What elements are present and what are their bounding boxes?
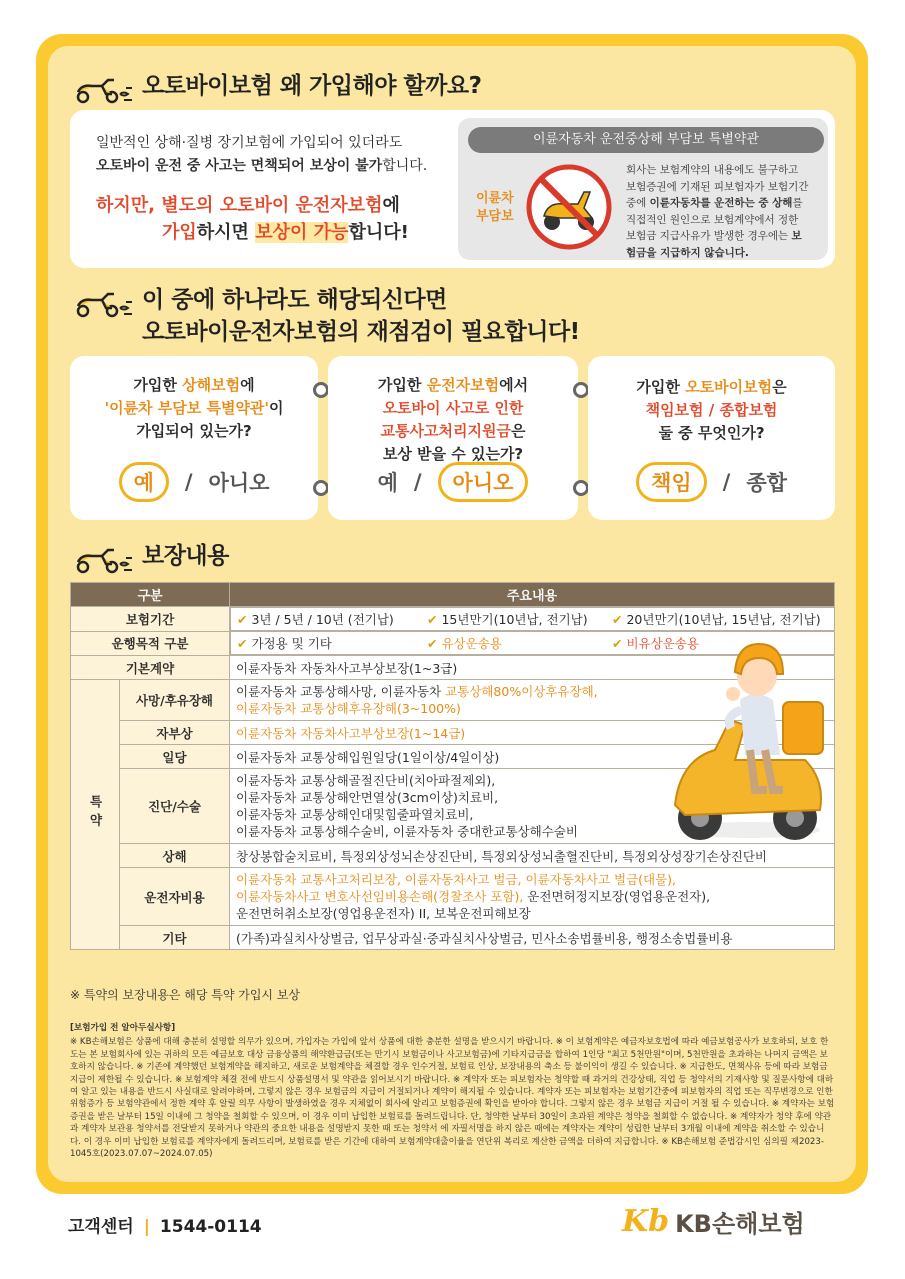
question-2-line-4: 보상 받을 수 있는가? [382, 445, 524, 463]
chain-link-icon [313, 480, 329, 496]
question-1-line-2 [70, 397, 318, 420]
death-line-1a: 이륜자동차 교통상해사망, 이륜자동차 [236, 684, 446, 699]
answer-liability-selected: 책임 [636, 462, 707, 502]
header-category: 구분 [71, 583, 230, 607]
scooter-icon [72, 542, 134, 574]
intro-line-3-highlight: 하지만, 별도의 오토바이 운전자보험 [96, 195, 383, 216]
answer-separator: / [413, 470, 422, 494]
intro-text [96, 132, 427, 246]
section-why-title [72, 70, 481, 104]
answer-separator: / [184, 470, 193, 494]
question-2-line-2: 오토바이 사고로 인한 [382, 399, 524, 417]
question-2-answers [328, 462, 578, 502]
row-label-injury: 상해 [120, 844, 230, 868]
question-card-3 [588, 356, 835, 520]
period-option-1-text: 3년 / 5년 / 10년 (전기납) [251, 612, 394, 627]
diag-line-1: 이륜자동차 교통상해골절진단비(치아파절제외), [236, 773, 496, 788]
period-option-3 [612, 610, 821, 628]
check-icon: ✔ [237, 612, 248, 627]
clause-text-5 [626, 228, 822, 245]
question-1-answers [70, 462, 318, 502]
intro-line-3-tail: 에 [382, 195, 400, 216]
question-3-answers [588, 462, 835, 502]
purpose-option-2-text: 유상운송용 [441, 636, 502, 651]
row-value-injury: 창상봉합술치료비, 특정외상성뇌손상진단비, 특정외상성뇌출혈진단비, 특정외상성장기손상진단비 [230, 844, 835, 868]
driver-line-1: 이륜자동차 교통사고처리보장, 이륜자동차사고 벌금, 이륜자동차사고 벌금(대물), [236, 872, 677, 887]
row-label-self: 자부상 [120, 721, 230, 745]
clause-text-3a: 중에 [626, 197, 650, 209]
row-value-daily: 이륜자동차 교통상해입원일당(1일이상/4일이상) [230, 745, 835, 769]
diag-line-4: 이륜자동차 교통상해수술비, 이륜자동차 중대한교통상해수술비 [236, 824, 578, 839]
rider-label-text: 특약 [88, 794, 103, 832]
customer-center-label: 고객센터 [68, 1217, 134, 1237]
question-card-2 [328, 356, 578, 520]
clause-text-6: 험금을 지급하지 않습니다. [626, 246, 749, 259]
diag-line-3: 이륜자동차 교통상해인대및힘줄파열치료비, [236, 807, 474, 822]
diag-line-2: 이륜자동차 교통상해안면열상(3cm이상)치료비, [236, 790, 499, 805]
row-label-driver: 운전자비용 [120, 868, 230, 926]
intro-line-2-bold: 오토바이 운전 중 사고는 면책되어 보상이 불가 [96, 158, 383, 174]
notice-block [70, 1022, 835, 1160]
q1-l1b: 상해보험 [182, 376, 241, 394]
driver-line-2b: 운전면허정지보장(영업용운전자), [523, 889, 711, 904]
section-check-title [72, 284, 580, 348]
table-note: ※ 특약의 보장내용은 해당 특약 가입시 보상 [70, 988, 301, 1002]
clause-text-3b: 이륜자동차를 운전하는 중 상해 [649, 197, 793, 209]
section-coverage-title [72, 540, 229, 574]
table-row [71, 926, 835, 950]
question-3-line-2: 책임보험 / 종합보험 [645, 401, 778, 419]
footer-contact [68, 1212, 262, 1237]
no-motorcycle-icon [526, 164, 612, 250]
death-line-1b: 교통상해80%이상후유장해, [445, 684, 598, 699]
driver-line-2a: 이륜자동차사고 변호사선임비용손해(경찰조사 포함), [236, 889, 524, 904]
purpose-option-3-text: 비유상운송용 [626, 636, 699, 651]
question-2-line-3 [328, 420, 578, 443]
clause-text [626, 162, 822, 261]
purpose-option-1-text: 가정용 및 기타 [251, 636, 332, 651]
brand-logo [622, 1204, 805, 1239]
clause-text-3c: 를 [792, 197, 803, 209]
chain-link-icon [313, 382, 329, 398]
customer-center-phone[interactable]: 1544-0114 [159, 1217, 262, 1237]
q3-l1c: 은 [772, 378, 787, 396]
clause-text-4: 직접적인 원인으로 보험계약에서 정한 [626, 213, 799, 226]
question-2-text [328, 374, 578, 466]
intro-line-4-mid: 하시면 [196, 222, 256, 243]
answer-no-selected: 아니오 [438, 462, 529, 502]
clause-text-5a: 보험금 지급사유가 발생한 경우에는 [626, 230, 792, 242]
question-1-text [70, 374, 318, 443]
check-icon: ✔ [612, 612, 623, 627]
rider-illustration [655, 630, 835, 850]
death-line-2: 이륜자동차 교통상해후유장해(3~100%) [236, 701, 461, 716]
row-value-etc: (가족)과실치사상벌금, 업무상과실·중과실치사상벌금, 민사소송법률비용, 행정소송법률비용 [230, 926, 835, 950]
kb-star-mark: Kb [622, 1204, 670, 1239]
notice-title: [보험가입 전 알아두실사항] [70, 1023, 176, 1033]
q1-l1a: 가입한 [133, 376, 183, 394]
notice-body: ※ KB손해보험은 상품에 대해 충분히 설명할 의무가 있으며, 가입자는 가입에 앞서 상품에 대한 충분한 설명을 받으시기 바랍니다. ※ 이 보험계약은 예금자보호법에 따라 예금보험공사가 보호하되, 보호 한도는 본 보험회사에 있는 귀하의 모든 예금보호 대상 금융상품의 해약환급금(또는 만기시 보험금이나 사고보험금)에 기타지급금을 합하여 1인당 "최고 5천만원"이며, 5천만원을 초과하는 나머지 금액은 보호하지 않습니다. ※ 기존에 계약했던 보험계약을 해지하고, 새로운 보험계약을 체결할 경우 인수거절, 보험료 인상, 보장내용의 축소 등 불이익이 생길 수 있습니다. ※ 지급한도, 면책사유 등에 따라 보험금 지급이 제한될 수 있습니다. ※ 보험계약 체결 전에 반드시 상품설명서 및 약관을 읽어보시기 바랍니다. ※ 계약자 또는 피보험자는 청약할 때 과거의 건강상태, 직업 등 청약서의 기재사항 및 질문사항에 대하여 알고 있는 내용을 반드시 사실대로 알려야하며, 그렇지 않은 경우 보험금의 지급이 거절되거나 계약이 해지될 수 있습니다. 계약자 또는 피보험자는 보험기간중에 피보험자의 직업 또는 직무변경으로 인한 위험증가 등 보험약관에서 정한 계약 후 알릴 의무 사항이 발생하였을 경우 지체없이 회사에 알리고 보험증권에 확인을 받아야 합니다. 그렇지 않은 경우 보험금 지급이 거절 될 수 있습니다. ※ 계약자는 보험증권을 받은 날부터 15일 이내에 그 청약을 철회할 수 있으며, 이 경우 이미 납입한 보험료를 돌려드립니다. 단, 청약한 날부터 30일이 초과된 계약은 청약을 철회할 수 없습니다. ※ 계약자가 청약 후에 약관과 계약자 보관용 청약서를 전달받지 못하거나 약관의 중요한 내용을 설명받지 못한 때 또는 청약서 에 자필서명을 하지 않은 때에는 계약자는 계약이 성립한 날부터 3개월 이내에 계약을 취소할 수 있습니다. 이 경우 이미 납입한 보험료를 계약자에게 돌려드리며, 보험료를 받은 기간에 대하여 보험계약대출이율을 연단위 복리로 계산한 금액을 더하여 지급합니다. ※ KB손해보험 준법감시인 심의필 제2023-1045호(2023.07.07~2024.07.05) [70, 1037, 835, 1160]
row-value-basic: 이륜자동차 자동차사고부상보장(1~3급) [230, 656, 835, 680]
row-label-daily: 일당 [120, 745, 230, 769]
scooter-icon [72, 72, 134, 104]
table-header-row [71, 583, 835, 607]
clause-header: 이륜자동차 운전중상해 부담보 특별약관 [468, 127, 824, 153]
intro-line-1: 일반적인 상해·질병 장기보험에 가입되어 있더라도 [96, 135, 403, 151]
question-3-text [588, 376, 835, 445]
row-label-diag: 진단/수술 [120, 769, 230, 844]
question-3-line-3: 둘 중 무엇인가? [658, 424, 765, 442]
q2-l1a: 가입한 [377, 376, 427, 394]
brand-name: KB손해보험 [675, 1210, 805, 1238]
period-option-2-text: 15년만기(10년납, 전기납) [441, 612, 588, 627]
question-2-line-1 [328, 374, 578, 397]
answer-comprehensive: 종합 [746, 471, 787, 495]
table-row [71, 868, 835, 926]
footer-divider: | [143, 1217, 150, 1237]
intro-line-4 [96, 219, 427, 246]
purpose-option-1 [237, 634, 427, 652]
table-row [71, 607, 835, 632]
clause-text-2: 보험증권에 기재된 피보험자가 보험기간 [626, 180, 809, 193]
row-value-self: 이륜자동차 자동차사고부상보장(1~14급) [230, 721, 835, 745]
period-option-1 [237, 610, 427, 628]
answer-no: 아니오 [208, 471, 270, 495]
q3-l1b: 오토바이보험 [685, 378, 773, 396]
row-label-death: 사망/후유장해 [120, 680, 230, 721]
row-label-period: 보험기간 [71, 607, 230, 632]
purpose-option-2 [427, 634, 612, 652]
chain-link-icon [573, 480, 589, 496]
intro-line-4-join: 가입 [162, 222, 197, 243]
section-coverage-heading: 보장내용 [142, 543, 229, 569]
check-icon: ✔ [427, 636, 438, 651]
q2-l3b: 은 [510, 422, 526, 440]
period-option-2 [427, 610, 612, 628]
scooter-icon [72, 286, 134, 318]
check-icon: ✔ [612, 636, 623, 651]
row-value-period [230, 607, 835, 631]
q2-l1c: 에서 [499, 376, 529, 394]
q3-l1a: 가입한 [636, 378, 686, 396]
check-icon: ✔ [237, 636, 248, 651]
clause-box [458, 118, 828, 260]
header-content: 주요내용 [230, 583, 835, 607]
q1-l2a: '이륜차 부담보 특별약관' [104, 399, 270, 417]
period-option-3-text: 20년만기(10년납, 15년납, 전기납) [626, 612, 821, 627]
q1-l1c: 에 [240, 376, 255, 394]
intro-line-2-tail: 합니다. [382, 158, 428, 174]
clause-label-line-2: 부담보 [476, 209, 514, 224]
intro-line-4-possible: 보상이 가능 [255, 222, 349, 243]
intro-line-4-tail: 합니다! [348, 222, 409, 243]
section-check-heading [142, 284, 580, 348]
q2-l1b: 운전자보험 [426, 376, 500, 394]
question-3-line-1 [588, 376, 835, 399]
intro-line-3 [96, 192, 427, 219]
intro-line-2 [96, 155, 427, 178]
rider-label [71, 680, 120, 950]
intro-card [70, 110, 835, 268]
question-1-line-1 [70, 374, 318, 397]
clause-text-1: 회사는 보험계약의 내용에도 불구하고 [626, 164, 799, 176]
driver-line-2 [236, 888, 828, 905]
answer-yes: 예 [377, 471, 398, 495]
chain-link-icon [573, 382, 589, 398]
question-1-line-3: 가입되어 있는가? [136, 422, 252, 440]
answer-yes-selected: 예 [119, 462, 169, 502]
section-why-heading: 오토바이보험 왜 가입해야 할까요? [142, 73, 482, 99]
clause-text-5b: 보 [791, 230, 802, 242]
clause-label-line-1: 이륜차 [476, 191, 514, 206]
row-label-purpose: 운행목적 구분 [71, 631, 230, 656]
q2-l3a: 교통사고처리지원금 [380, 422, 511, 440]
driver-line-3: 운전면허취소보장(영업용운전자) II, 보복운전피해보장 [236, 906, 531, 921]
section-check-heading-2: 오토바이운전자보험의 재점검이 필요합니다! [142, 319, 580, 345]
question-card-1 [70, 356, 318, 520]
answer-separator: / [722, 470, 731, 494]
row-label-etc: 기타 [120, 926, 230, 950]
clause-label [476, 190, 514, 226]
section-check-heading-1: 이 중에 하나라도 해당되신다면 [142, 287, 447, 313]
clause-text-3 [626, 195, 822, 212]
check-icon: ✔ [427, 612, 438, 627]
row-value-driver [230, 868, 835, 926]
row-label-basic: 기본계약 [71, 656, 230, 680]
q1-l2b: 이 [269, 399, 284, 417]
